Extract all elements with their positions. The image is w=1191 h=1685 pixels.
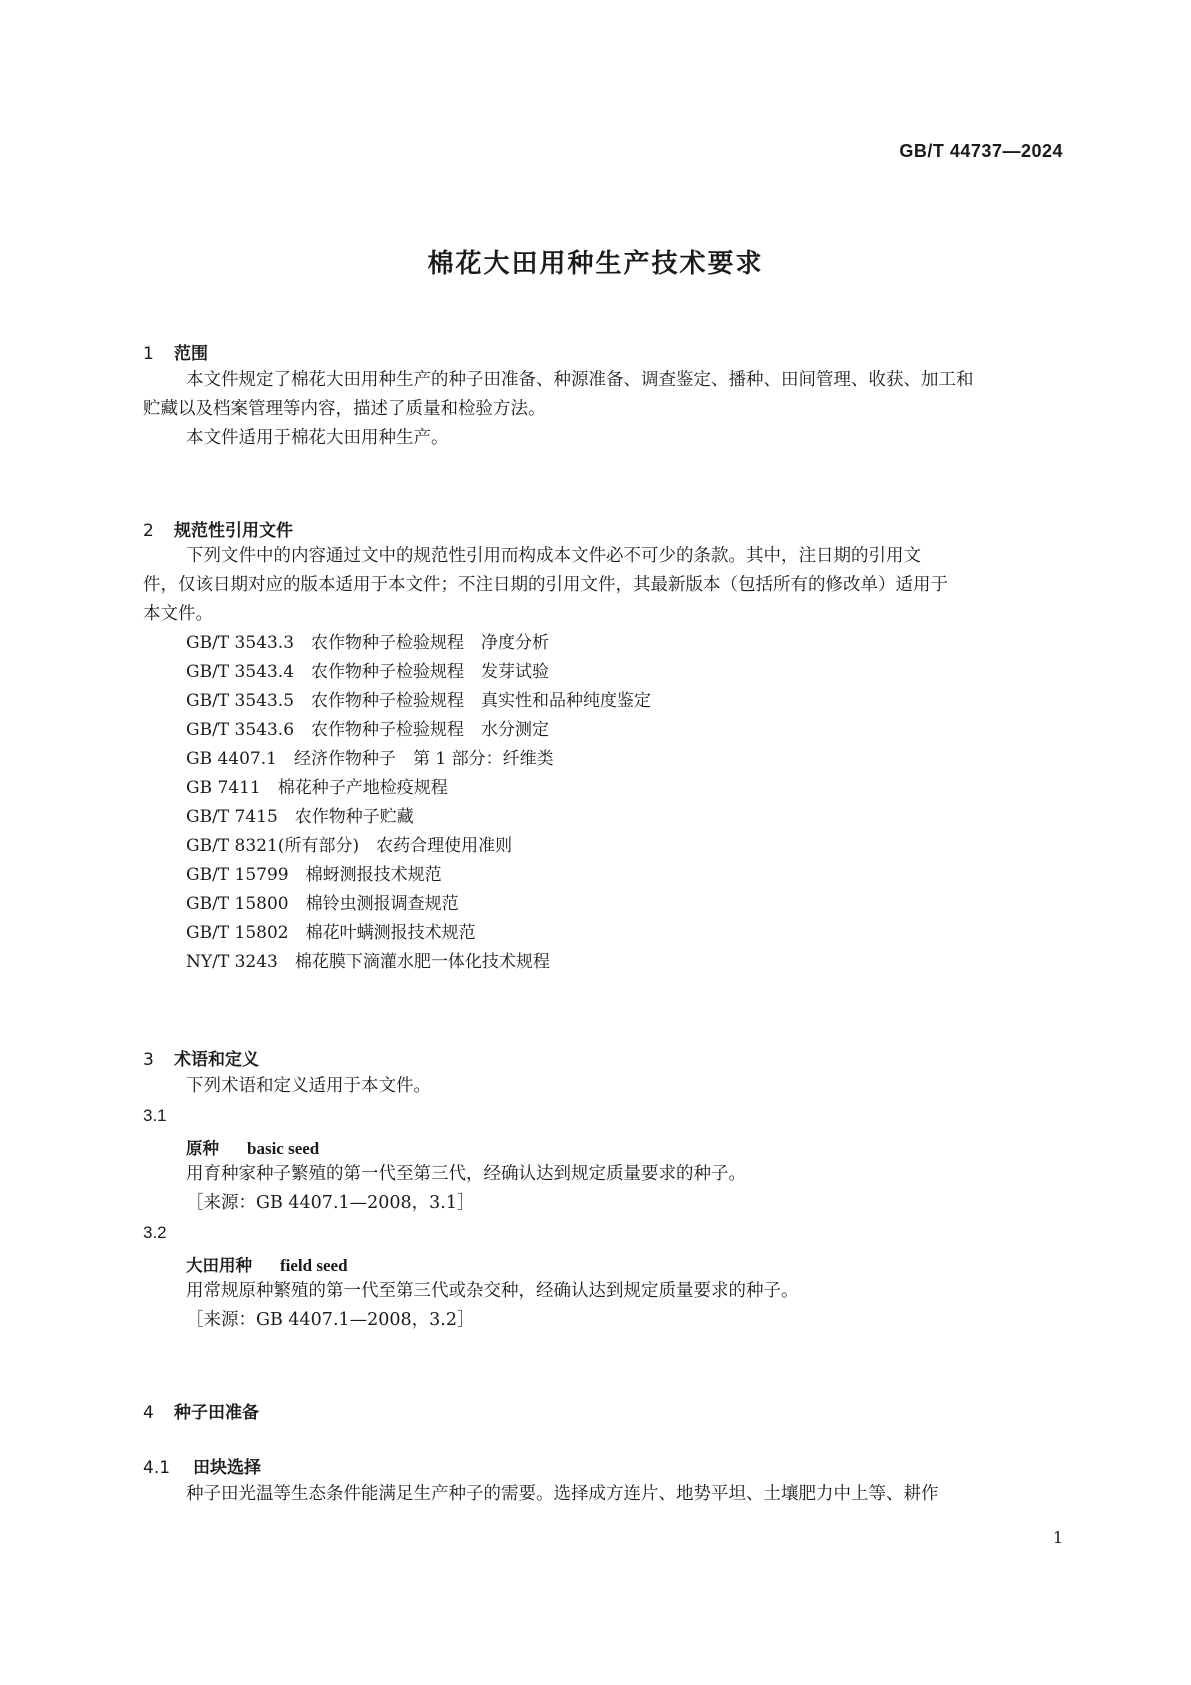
paragraph-continuation: 件，仅该日期对应的版本适用于本文件；不注日期的引用文件，其最新版本（包括所有的修改单）适用于	[143, 575, 948, 595]
paragraph-continuation: 本文件。	[143, 604, 213, 624]
section-3-heading	[143, 1045, 259, 1070]
section-4-heading	[143, 1398, 259, 1423]
reference-item: NY/T 3243 棉花膜下滴灌水肥一体化技术规程	[186, 952, 550, 972]
subsection-title: 田块选择	[193, 1458, 261, 1478]
paragraph: 本文件规定了棉花大田用种生产的种子田准备、种源准备、调查鉴定、播种、田间管理、收获、加工和	[186, 370, 974, 390]
paragraph: 本文件适用于棉花大田用种生产。	[186, 428, 449, 448]
paragraph: 种子田光温等生态条件能满足生产种子的需要。选择成方连片、地势平坦、土壤肥力中上等、耕作	[186, 1484, 939, 1504]
term-heading	[186, 1252, 348, 1276]
section-title: 术语和定义	[174, 1050, 259, 1070]
reference-item: GB/T 8321(所有部分) 农药合理使用准则	[186, 836, 513, 856]
section-1-heading	[143, 339, 208, 364]
paragraph-continuation: 贮藏以及档案管理等内容，描述了质量和检验方法。	[143, 399, 546, 419]
subsection-4-1-heading	[143, 1453, 261, 1478]
reference-item: GB/T 3543.6 农作物种子检验规程 水分测定	[186, 720, 550, 740]
term-chinese: 原种	[186, 1139, 219, 1158]
term-heading	[186, 1135, 319, 1159]
reference-item: GB 4407.1 经济作物种子 第 1 部分：纤维类	[186, 749, 554, 769]
document-title: 棉花大田用种生产技术要求	[427, 249, 764, 279]
section-title: 规范性引用文件	[174, 521, 293, 541]
term-chinese: 大田用种	[186, 1256, 252, 1275]
standard-code: GB/T 44737—2024	[899, 141, 1063, 161]
reference-item: GB/T 3543.3 农作物种子检验规程 净度分析	[186, 633, 550, 653]
section-number: 3	[143, 1050, 154, 1070]
term-english: basic seed	[247, 1139, 320, 1158]
term-source: ［来源：GB 4407.1—2008，3.1］	[186, 1193, 475, 1213]
term-number: 3.1	[143, 1106, 167, 1125]
subsection-number: 4.1	[143, 1458, 171, 1478]
section-number: 2	[143, 521, 154, 541]
reference-item: GB/T 15799 棉蚜测报技术规范	[186, 865, 442, 885]
reference-item: GB/T 3543.4 农作物种子检验规程 发芽试验	[186, 662, 550, 682]
page-number: 1	[1052, 1528, 1063, 1547]
reference-item: GB/T 15802 棉花叶螨测报技术规范	[186, 923, 476, 943]
reference-item: GB/T 3543.5 农作物种子检验规程 真实性和品种纯度鉴定	[186, 691, 652, 711]
reference-item: GB 7411 棉花种子产地检疫规程	[186, 778, 448, 798]
term-english: field seed	[280, 1256, 348, 1275]
paragraph: 下列文件中的内容通过文中的规范性引用而构成本文件必不可少的条款。其中，注日期的引用文	[186, 546, 921, 566]
section-number: 4	[143, 1403, 154, 1423]
paragraph: 下列术语和定义适用于本文件。	[186, 1076, 431, 1096]
reference-item: GB/T 7415 农作物种子贮藏	[186, 807, 414, 827]
section-number: 1	[143, 344, 154, 364]
term-definition: 用育种家种子繁殖的第一代至第三代，经确认达到规定质量要求的种子。	[186, 1164, 746, 1184]
term-source: ［来源：GB 4407.1—2008，3.2］	[186, 1310, 475, 1330]
term-definition: 用常规原种繁殖的第一代至第三代或杂交种，经确认达到规定质量要求的种子。	[186, 1281, 799, 1301]
section-title: 范围	[174, 344, 208, 364]
section-2-heading	[143, 516, 293, 541]
section-title: 种子田准备	[174, 1403, 259, 1423]
term-number: 3.2	[143, 1223, 167, 1242]
reference-item: GB/T 15800 棉铃虫测报调查规范	[186, 894, 459, 914]
